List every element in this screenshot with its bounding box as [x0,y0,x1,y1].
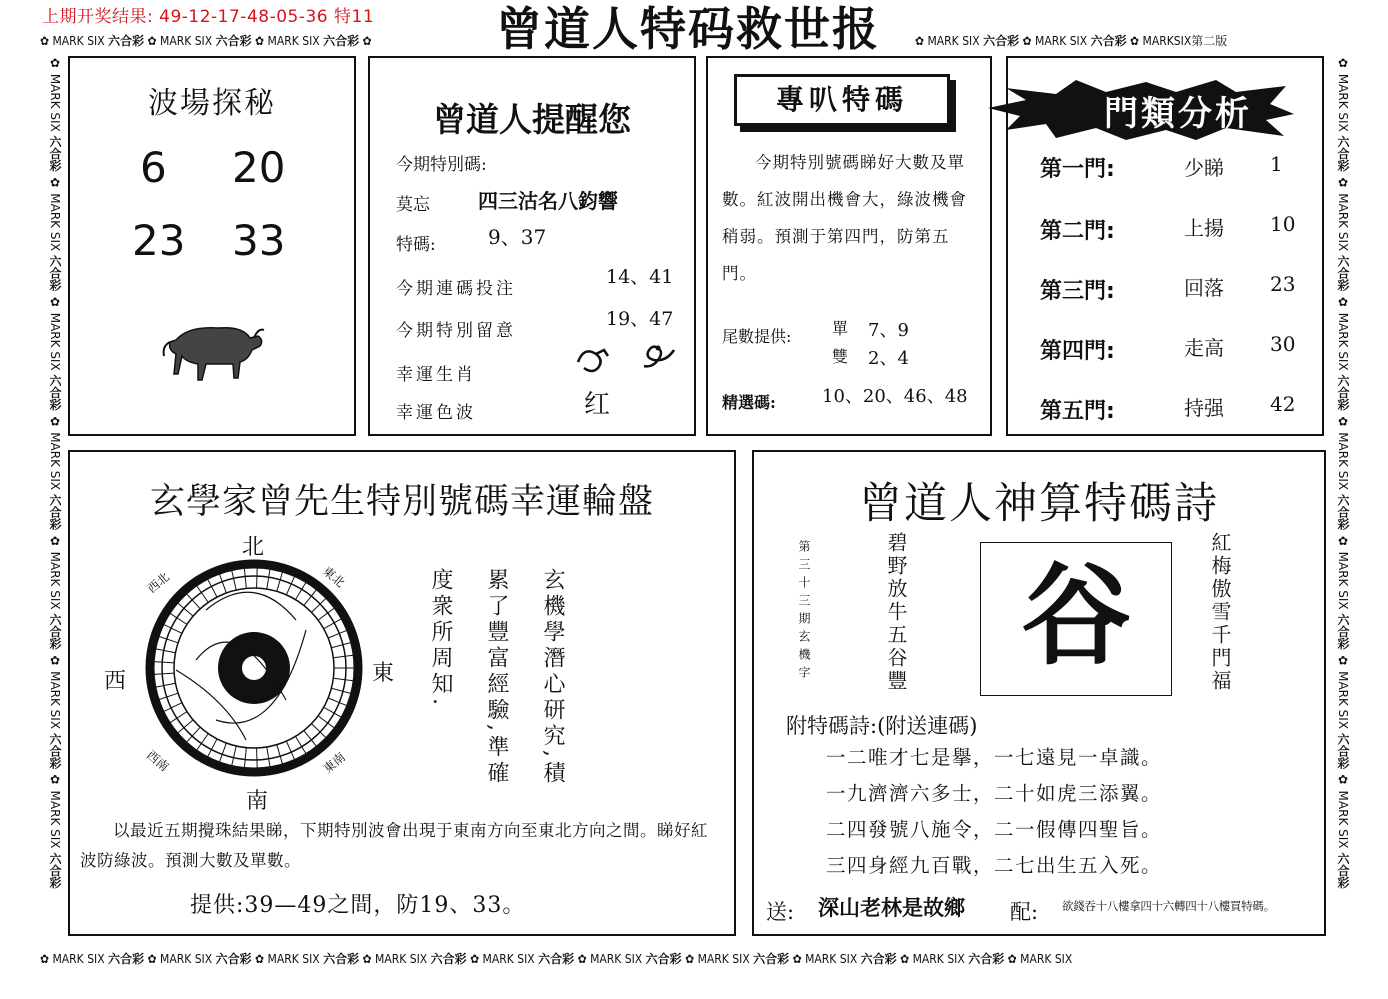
zodiac-dragon-snake-icon [574,340,680,376]
dir-southeast: 東南 [320,749,349,776]
wheel-segment-divider [187,594,200,609]
gate-label: 第五門: [1040,399,1115,424]
wheel-segment-divider [328,698,347,706]
dir-west: 西 [104,669,127,694]
match-value: 欲錢吞十八樓拿四十六轉四十八樓買特碼。 [1062,899,1275,913]
wheel-segment-divider [257,748,258,768]
gate-label: 第三門: [1040,279,1115,304]
panel-remind [368,56,696,436]
dir-south: 南 [246,789,269,814]
lucky-color-value: 红 [584,390,611,420]
flower-icon: ✿ [40,34,50,48]
wheel-segment-divider [267,569,270,589]
dir-northeast: 東北 [319,563,348,590]
gate-word: 上揚 [1184,216,1224,240]
wheel-title: 玄學家曾先生特別號碼幸運輪盤 [149,482,654,522]
wheel-segment-divider [219,574,226,593]
poem-right-column: 紅梅傲雪千門福 [1208,532,1232,693]
wheel-segment-divider [159,693,178,699]
masthead-title: 曾道人特码救世报 [496,2,880,56]
wave-title: 波場探秘 [148,86,276,121]
wheel-paragraph: 以最近五期攪珠結果睇，下期特別波會出現于東南方向至東北方向之間。睇好紅波防綠波。預測大數及單數。 [80,821,708,870]
remind-label: 今期連碼投注 [396,279,516,299]
panel-special [706,56,992,436]
wheel-segment-divider [267,747,270,767]
gate-number: 10 [1270,212,1296,236]
edition-label: MARKSIX第二版 [1142,34,1228,48]
wave-number: 23 [132,216,186,265]
wheel-segment-divider [244,568,246,588]
wheel-segment-divider [232,746,236,765]
gate-word: 持强 [1184,396,1224,420]
remind-label: 幸運生肖 [396,365,476,385]
poem-character-box [980,542,1172,696]
wave-number: 6 [140,143,167,192]
special-title: 專叭特碼 [734,74,950,126]
wheel-provide: 提供:39—49之間，防19、33。 [190,893,526,918]
wheel-segment-divider [277,745,283,764]
last-result-line [42,2,374,27]
remind-label: 今期特別留意 [396,321,516,341]
poem-title: 曾道人神算特碼詩 [859,479,1219,529]
gate-label: 第二門: [1040,219,1115,244]
tail-odd-value: 7、9 [868,320,909,341]
wheel-segment-divider [311,598,325,612]
left-border: ✿ MARK SIX 六合彩 ✿ MARK SIX 六合彩 ✿ MARK SIX 六合彩 ✿ MARK SIX 六合彩 ✿ MARK SIX 六合彩 ✿ MARK SIX 六合彩 ✿ MARK SIX 六合彩 [48,56,62,889]
special-paragraph: 今期特別號碼睇好大數及單數。紅波開出機會大，綠波機會稍弱。預測于第四門，防第五門。 [722,153,967,283]
remind-value: 四三沽名八鈞響 [478,189,618,213]
gate-label: 第一門: [1040,157,1115,182]
flower-icon: ✿ [255,34,265,48]
gates-title: 門類分析 [1104,94,1252,134]
wheel-segment-divider [331,688,350,693]
tail-label: 尾數提供: [722,327,792,346]
gate-number: 1 [1270,152,1283,176]
flower-icon: ✿ [362,34,372,48]
send-value: 深山老林是故鄉 [818,896,965,920]
match-label: 配: [1010,900,1039,924]
pick-value: 10、20、46、48 [822,386,968,407]
tail-even-label: 雙 [832,347,849,366]
gate-word: 少睇 [1184,156,1224,180]
wheel-segment-divider [286,577,294,595]
panel-wave [68,56,356,436]
wheel-segment-divider [156,683,176,687]
wheel-segment-divider [187,727,200,742]
wheel-segment-divider [277,572,283,591]
remind-label: 特碼: [396,235,436,255]
wheel-side-column: 累了豐富經驗,準確 [484,568,509,787]
wheel-segment-divider [232,571,236,590]
dir-southwest: 西南 [143,747,172,774]
poem-period-column: 第三十三期玄機字 [797,540,811,684]
wheel-segment-divider [286,741,294,759]
lucky-wheel-diagram [136,550,396,790]
panel-poem [752,450,1326,936]
wheel-segment-divider [331,643,350,648]
last-result-label: 上期开奖结果: [42,7,154,27]
gate-word: 回落 [1184,276,1224,300]
flower-icon: ✿ [915,34,925,48]
wheel-segment-divider [156,649,176,653]
wheel-segment-divider [154,662,174,663]
flower-icon: ✿ [1022,34,1032,48]
panel-wheel [68,450,736,936]
wheel-segment-divider [328,630,347,638]
remind-label: 幸運色波 [396,403,476,423]
last-result-numbers: 49-12-17-48-05-36 [159,7,329,27]
last-result-special: 特11 [334,7,375,27]
poem-left-column: 碧野放牛五谷豐 [884,532,908,693]
poem-line: 一二唯才七是擧，一七遠見一卓識。 [826,746,1163,769]
wheel-segment-divider [159,636,178,642]
poem-subtitle: 附特碼詩:(附送連碼) [786,714,978,738]
gate-label: 第四門: [1040,339,1115,364]
wheel-segment-divider [154,673,174,674]
top-border-left: ✿ MARK SIX 六合彩 ✿ MARK SIX 六合彩 ✿ MARK SIX 六合彩 ✿ [40,34,372,48]
wheel-segment-divider [333,655,353,658]
dir-east: 東 [372,661,395,686]
flower-icon: ✿ [1130,34,1140,48]
send-label: 送: [766,900,795,924]
poem-big-character: 谷 [1021,552,1131,680]
remind-value: 19、47 [606,308,674,330]
tail-even-value: 2、4 [868,348,909,369]
poem-line: 三四身經九百戰，二七出生五入死。 [826,854,1163,877]
gate-number: 42 [1270,392,1296,416]
gate-number: 23 [1270,272,1296,296]
right-border: ✿ MARK SIX 六合彩 ✿ MARK SIX 六合彩 ✿ MARK SIX 六合彩 ✿ MARK SIX 六合彩 ✿ MARK SIX 六合彩 ✿ MARK SIX 六合彩 ✿ MARK SIX 六合彩 [1336,56,1350,889]
wheel-side-column: 度衆所周知. [428,568,453,709]
gate-word: 走高 [1184,336,1224,360]
remind-value: 14、41 [606,266,674,288]
wave-number: 20 [232,143,286,192]
wheel-segment-divider [257,568,258,588]
pick-label: 精選碼: [722,393,776,412]
remind-label: 莫忘 [396,195,430,215]
wheel-segment-divider [333,678,353,681]
poem-line: 二四發號八施令，二一假傳四聖旨。 [826,818,1163,841]
top-border-right: ✿ MARK SIX 六合彩 ✿ MARK SIX 六合彩 ✿ MARKSIX第二版 [915,34,1228,48]
remind-title: 曾道人提醒您 [433,100,631,139]
panel-gates [1006,56,1324,436]
dir-north: 北 [242,535,265,560]
poem-line: 一九濟濟六多士，二十如虎三添翼。 [826,782,1163,805]
dir-northwest: 西北 [144,569,173,596]
flower-icon: ✿ [147,34,157,48]
wheel-segment-divider [244,748,246,768]
wheel-segment-divider [311,724,325,738]
ox-icon [158,316,268,386]
tail-odd-label: 單 [832,319,849,338]
gate-number: 30 [1270,332,1296,356]
bottom-border: ✿ MARK SIX 六合彩 ✿ MARK SIX 六合彩 ✿ MARK SIX 六合彩 ✿ MARK SIX 六合彩 ✿ MARK SIX 六合彩 ✿ MARK SIX 六合彩 ✿ MARK SIX 六合彩 ✿ MARK SIX 六合彩 ✿ MARK SIX 六合彩 ✿ MARK SIX [40,952,1073,966]
remind-label: 今期特別碼: [396,155,487,175]
wave-number: 33 [232,216,286,265]
wheel-segment-divider [219,743,226,762]
wheel-side-column: 玄機學潛心研究,積 [540,568,565,787]
remind-value: 9、37 [488,225,547,249]
